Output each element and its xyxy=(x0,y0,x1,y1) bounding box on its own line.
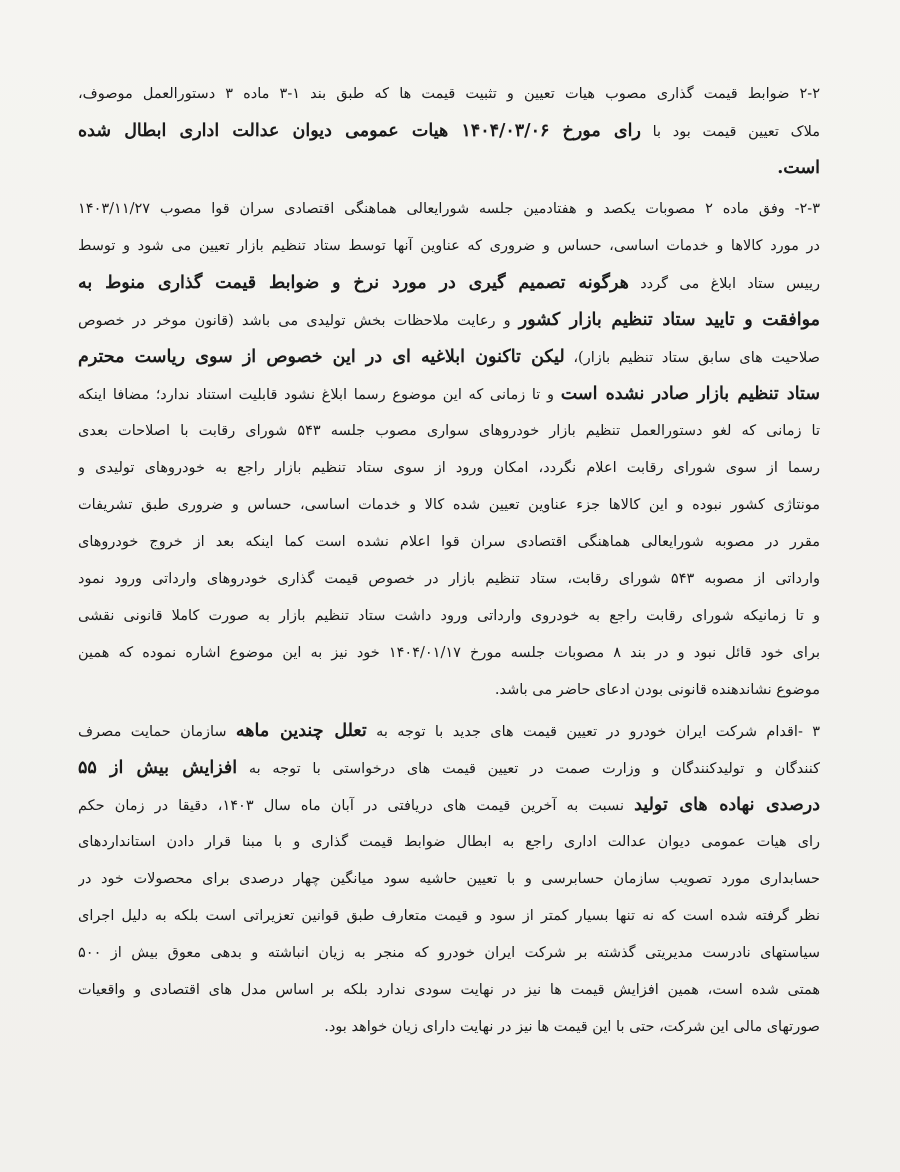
bold-text: افزایش بیش از ۵۵ xyxy=(78,758,238,778)
text-line xyxy=(78,450,820,487)
document-body xyxy=(78,76,820,1050)
text-run: در مورد کالاها و خدمات اساسی، حساس و ضروری که عناوین آنها توسط ستاد تنظیم بازار تعیین می شود و توسط xyxy=(78,238,820,254)
text-line xyxy=(78,672,820,709)
text-run: موضوع نشاندهنده قانونی بودن ادعای حاضر می باشد. xyxy=(494,682,820,698)
paragraph-gap xyxy=(78,1046,820,1050)
text-run: ۳ -اقدام شرکت ایران خودرو در تعیین قیمت های جدید با توجه به xyxy=(366,724,820,740)
text-line xyxy=(78,228,820,265)
text-line xyxy=(78,935,820,972)
bold-text: است. xyxy=(777,158,820,178)
text-run: صورتهای مالی این شرکت، حتی با این قیمت ها نیز در نهایت دارای زیان خواهد بود. xyxy=(324,1019,820,1035)
text-run: رای هیات عمومی دیوان عدالت اداری راجع به ابطال ضوابط قیمت گذاری و با مبنا قرار دادن استانداردهای xyxy=(78,834,820,850)
paragraph-p3 xyxy=(78,713,820,1046)
text-line xyxy=(78,598,820,635)
text-run: مونتاژی کشور نبوده و این کالاها جزء عناوین تعیین شده کالا و خدمات اساسی، حساس و ضروری طبق تشریفات xyxy=(78,497,820,513)
paragraph-p2-2 xyxy=(78,76,820,187)
text-line xyxy=(78,150,820,187)
text-run: نسبت به آخرین قیمت های دریافتی در آبان ماه سال ۱۴۰۳، دقیقا در زمان حکم xyxy=(78,798,635,814)
paragraph-p2-3 xyxy=(78,191,820,709)
text-line xyxy=(78,339,820,376)
text-run: و تا زمانی که این موضوع رسما ابلاغ نشود قابلیت استناد ندارد؛ مضافا اینکه xyxy=(78,387,561,403)
text-run: برای خود قائل نبود و در بند ۸ مصوبات جلسه مورخ ۱۴۰۴/۰۱/۱۷ خود نیز به این موضوع اشاره نموده که همین xyxy=(78,645,820,661)
text-run: ملاک تعیین قیمت بود با xyxy=(640,124,820,140)
text-run: حسابداری مورد تصویب سازمان حسابرسی و با تعیین حاشیه سود میانگین چهار درصدی برای محصولات خود در xyxy=(78,871,820,887)
text-line xyxy=(78,824,820,861)
bold-text: لیکن تاکنون ابلاغیه ای در این خصوص از سوی ریاست محترم xyxy=(78,347,565,367)
text-run: و رعایت ملاحظات بخش تولیدی می باشد (قانون موخر در خصوص xyxy=(78,313,519,329)
text-line xyxy=(78,413,820,450)
text-line xyxy=(78,898,820,935)
text-run: مقرر در مصوبه شورایعالی هماهنگی اقتصادی سران قوا اعلام نشده است کما اینکه بعد از خروج خودروهای xyxy=(78,534,820,550)
text-line xyxy=(78,861,820,898)
text-line xyxy=(78,487,820,524)
text-run: رییس ستاد ابلاغ می گردد xyxy=(628,276,820,292)
text-line xyxy=(78,787,820,824)
bold-text: تعلل چندین ماهه xyxy=(235,721,367,741)
text-line xyxy=(78,113,820,150)
bold-text: موافقت و تایید ستاد تنظیم بازار کشور xyxy=(518,310,820,330)
text-run: ۲-۳- وفق ماده ۲ مصوبات یکصد و هفتادمین جلسه شورایعالی هماهنگی اقتصادی سران قوا مصوب ۱۴۰۳/۱۱/۲۷ xyxy=(78,201,820,217)
text-run: همتی شده است، همین افزایش قیمت ها نیز در نهایت سودی ندارد بلکه بر اساس مدل های اقتصادی و واقعیات xyxy=(78,982,820,998)
text-line xyxy=(78,191,820,228)
text-run: ۲-۲ ضوابط قیمت گذاری مصوب هیات تعیین و تثبیت قیمت ها که طبق بند ۱-۳ ماده ۳ دستورالعمل موصوف، xyxy=(78,86,820,102)
text-line xyxy=(78,265,820,302)
text-run: سازمان حمایت مصرف xyxy=(78,724,236,740)
text-line xyxy=(78,302,820,339)
text-line xyxy=(78,376,820,413)
text-line xyxy=(78,524,820,561)
text-line xyxy=(78,76,820,113)
text-run: و تا زمانیکه شورای رقابت راجع به خودروی وارداتی ورود داشت ستاد تنظیم بازار به صورت کاملا قانونی نقشی xyxy=(78,608,820,624)
bold-text: رای مورخ ۱۴۰۴/۰۳/۰۶ هیات عمومی دیوان عدالت اداری ابطال شده xyxy=(78,121,641,141)
text-run: نظر گرفته شده است که نه تنها بسیار کمتر از سود و قیمت متعارف طبق قوانین تعزیراتی است بلکه به دلیل اجرای xyxy=(78,908,820,924)
bold-text: درصدی نهاده های تولید xyxy=(634,795,820,815)
text-run: رسما از سوی شورای رقابت اعلام نگردد، امکان ورود از سوی ستاد تنظیم بازار راجع به خودروهای تولیدی و xyxy=(78,460,820,476)
text-line xyxy=(78,1009,820,1046)
text-run: کنندگان و تولیدکنندگان و وزارت صمت در تعیین قیمت های درخواستی با توجه به xyxy=(237,761,820,777)
text-line xyxy=(78,635,820,672)
text-line xyxy=(78,713,820,750)
text-run: سیاستهای نادرست مدیریتی گذشته بر شرکت ایران خودرو که منجر به زیان انباشته و بدهی معوق بیش از ۵۰۰ xyxy=(78,945,820,961)
text-line xyxy=(78,561,820,598)
text-run: وارداتی از مصوبه ۵۴۳ شورای رقابت، ستاد تنظیم بازار در خصوص قیمت گذاری خودروهای وارداتی ورود نمود xyxy=(78,571,820,587)
bold-text: هرگونه تصمیم گیری در مورد نرخ و ضوابط قیمت گذاری منوط به xyxy=(78,273,629,293)
text-run: تا زمانی که لغو دستورالعمل تنظیم بازار خودروهای سواری مصوب جلسه ۵۴۳ شورای رقابت با اصلاحات بعدی xyxy=(78,423,820,439)
bold-text: ستاد تنظیم بازار صادر نشده است xyxy=(560,384,820,404)
text-line xyxy=(78,750,820,787)
text-run: صلاحیت های سابق ستاد تنظیم بازار)، xyxy=(564,350,820,366)
text-line xyxy=(78,972,820,1009)
